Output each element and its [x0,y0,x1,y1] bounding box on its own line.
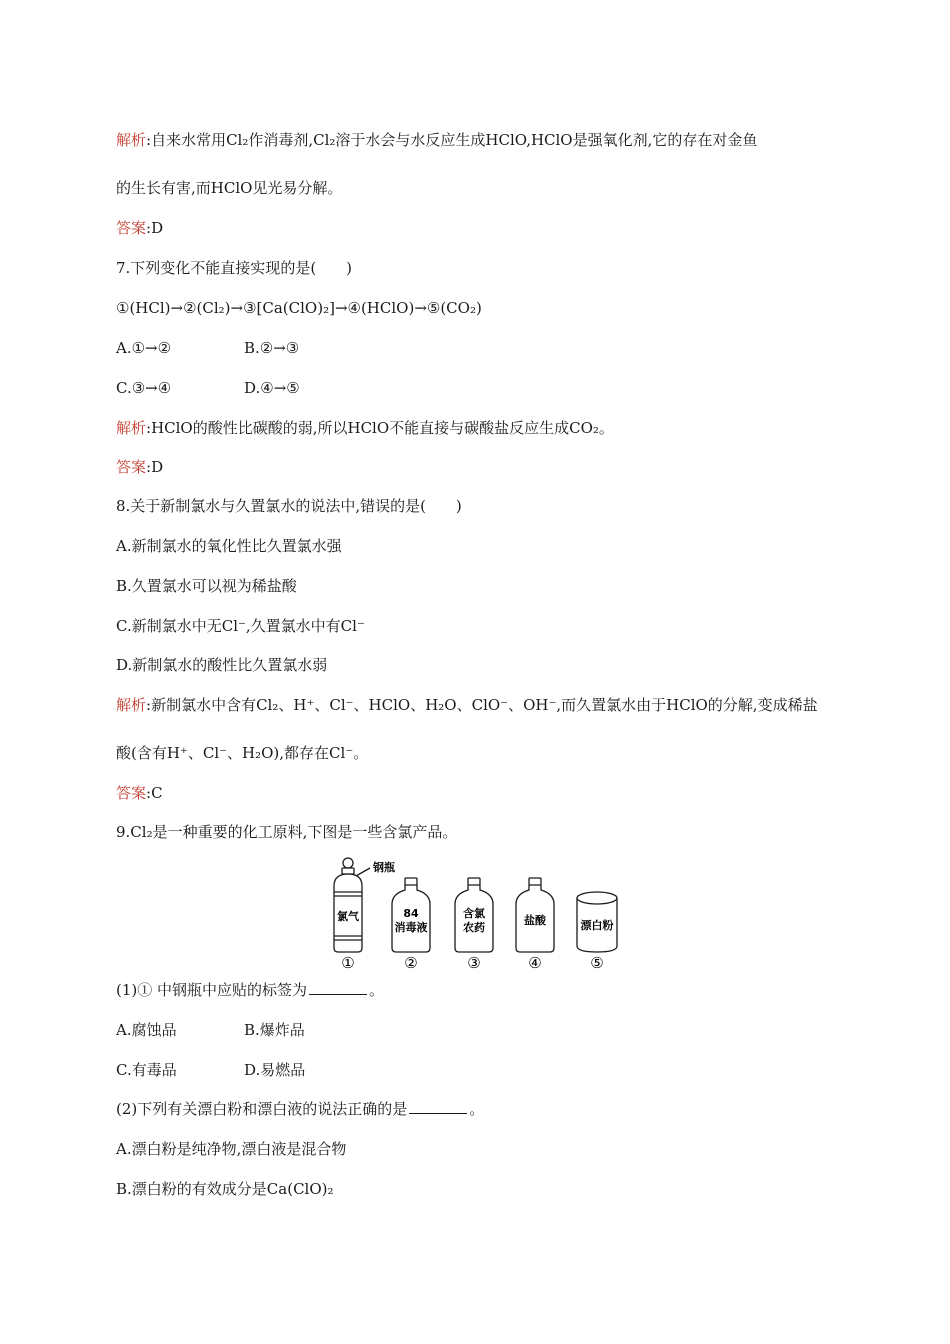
q9-sub1-options-row2 [116,1060,306,1080]
answer-label: 答案 [116,219,147,237]
cylinder-label: 氯气 [337,910,359,923]
chlorine-products-figure [326,856,626,976]
q9-sub2-answer-blank[interactable] [409,1099,467,1114]
q6-analysis [116,130,757,150]
steel-bottle-label: 钢瓶 [373,861,395,874]
q7-option-c: C.③→④ [116,379,172,397]
answer-label: 答案 [116,784,147,802]
q8-option-a: A.新制氯水的氧化性比久置氯水强 [116,537,342,555]
analysis-label: 解析 [116,696,147,714]
q7-answer [116,457,163,477]
q6-answer [116,218,163,238]
analysis-label: 解析 [116,131,147,149]
q8-analysis-text: :新制氯水中含有Cl₂、H⁺、Cl⁻、HClO、H₂O、ClO⁻、OH⁻,而久置氯水由于HClO的分解,变成稀盐 [146,696,818,714]
q8-analysis [116,695,818,715]
bottle-84-label-line2: 消毒液 [394,921,428,934]
q7-option-a: A.①→② [116,339,172,357]
q7-option-b: B.②→③ [244,339,300,357]
q9-sub2-stem-end: 。 [469,1100,485,1118]
q7-stem: 7.下列变化不能直接实现的是( ) [116,259,353,277]
q8-stem: 8.关于新制氯水与久置氯水的说法中,错误的是( ) [116,497,462,515]
q7-options-row2 [116,378,300,398]
q9-stem: 9.Cl₂是一种重要的化工原料,下图是一些含氯产品。 [116,823,458,841]
item-2-number: ② [404,954,418,972]
item-3-number: ③ [467,954,481,972]
acid-label: 盐酸 [524,914,546,927]
q9-sub1-stem-text: (1)① 中钢瓶中应贴的标签为 [116,981,308,999]
q9-sub1-stem-end: 。 [369,981,385,999]
q9-sub1-option-a: A.腐蚀品 [116,1021,177,1039]
chlorine-products-svg [326,856,626,976]
bleaching-powder-label: 漂白粉 [580,919,614,932]
q9-sub1-option-d: D.易燃品 [244,1061,306,1079]
q8-answer-text: :C [146,784,163,802]
q9-sub2-option-a: A.漂白粉是纯净物,漂白液是混合物 [116,1140,347,1158]
item-1-number: ① [341,954,355,972]
q9-sub2-stem [116,1099,484,1119]
q9-sub2-option-b: B.漂白粉的有效成分是Ca(ClO)₂ [116,1180,334,1198]
q8-option-d: D.新制氯水的酸性比久置氯水弱 [116,656,328,674]
q8-analysis-cont: 酸(含有H⁺、Cl⁻、H₂O),都存在Cl⁻。 [116,744,369,762]
q8-option-c: C.新制氯水中无Cl⁻,久置氯水中有Cl⁻ [116,617,365,635]
answer-label: 答案 [116,458,147,476]
steel-cylinder [334,858,370,952]
q9-sub1-options-row1 [116,1020,305,1040]
q6-analysis-text: :自来水常用Cl₂作消毒剂,Cl₂溶于水会与水反应生成HClO,HClO是强氧化剂,它的存在对金鱼 [146,131,758,149]
q9-sub1-stem [116,980,384,1000]
q8-option-b: B.久置氯水可以视为稀盐酸 [116,577,297,595]
q7-analysis-text: :HClO的酸性比碳酸的弱,所以HClO不能直接与碳酸盐反应生成CO₂。 [146,419,614,437]
pesticide-label-line2: 农药 [463,921,485,934]
q7-options-row1 [116,338,300,358]
pesticide-label-line1: 含氯 [463,907,485,920]
q6-answer-text: :D [146,219,164,237]
bottle-84-label-line1: 84 [403,907,419,920]
q7-analysis [116,418,614,438]
q9-sub1-option-c: C.有毒品 [116,1061,177,1079]
q7-answer-text: :D [146,458,164,476]
q7-chain: ①(HCl)→②(Cl₂)→③[Ca(ClO)₂]→④(HClO)→⑤(CO₂) [116,299,482,317]
q6-analysis-cont: 的生长有害,而HClO见光易分解。 [116,179,343,197]
q9-sub1-option-b: B.爆炸品 [244,1021,305,1039]
q9-sub2-stem-text: (2)下列有关漂白粉和漂白液的说法正确的是 [116,1100,408,1118]
q7-option-d: D.④→⑤ [244,379,300,397]
item-4-number: ④ [528,954,542,972]
analysis-label: 解析 [116,419,147,437]
item-5-number: ⑤ [590,954,604,972]
q8-answer [116,783,163,803]
q9-sub1-answer-blank[interactable] [309,980,367,995]
